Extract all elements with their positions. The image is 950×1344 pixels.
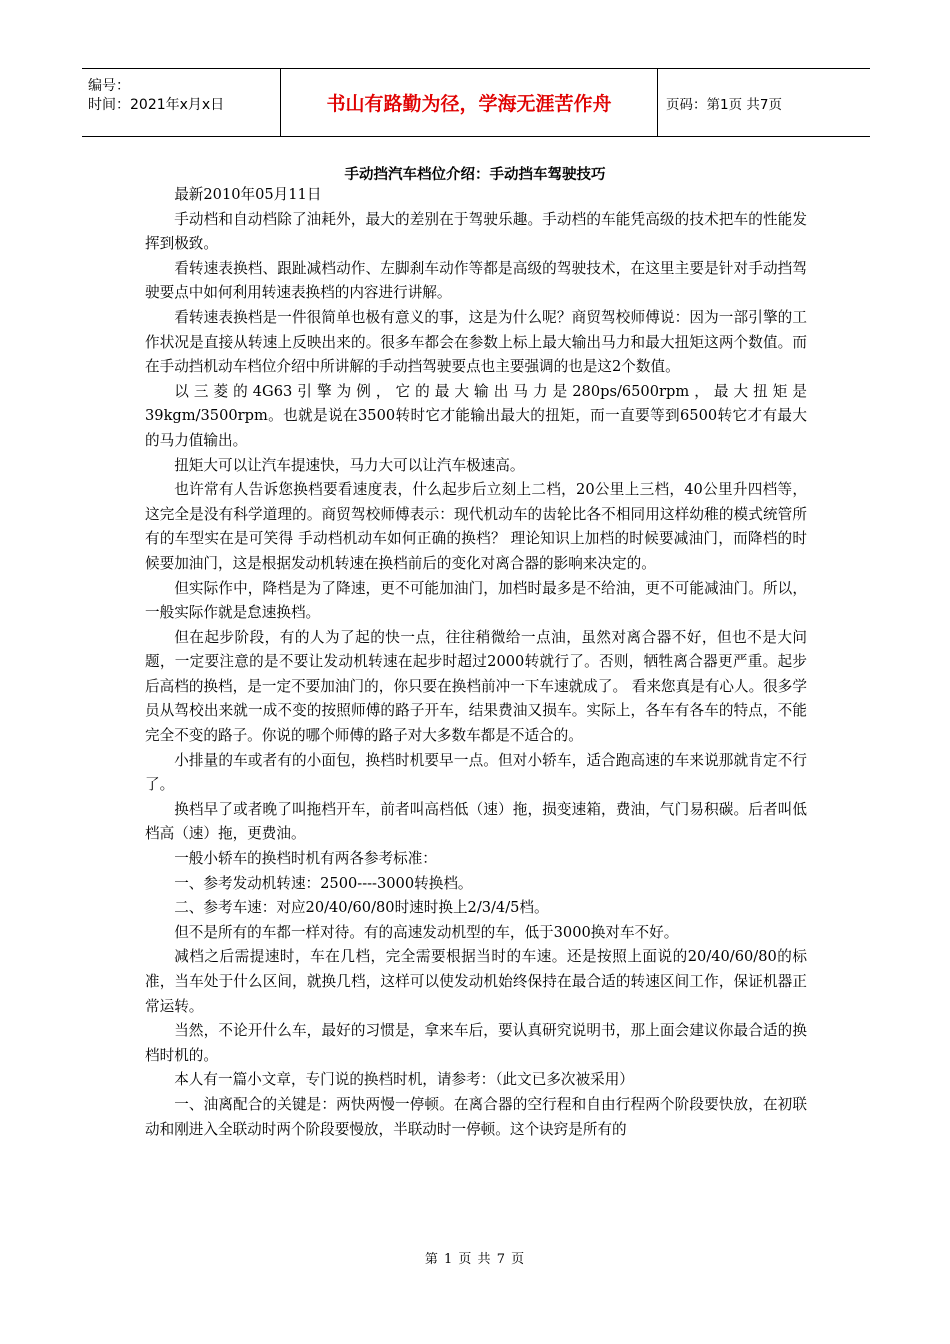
page-footer: 第 1 页 共 7 页	[424, 1252, 526, 1267]
paragraph: 当然，不论开什么车，最好的习惯是，拿来车后，要认真研究说明书，那上面会建议你最合适的换档时机的。	[145, 1022, 807, 1064]
number-label: 编号：	[88, 78, 130, 94]
paragraph: 减档之后需提速时，车在几档，完全需要根据当时的车速。还是按照上面说的20/40/60/80的标准，当车处于什么区间，就换几档，这样可以使发动机始终保持在最合适的转速区间工作，保证机器正常运转。	[145, 948, 807, 1015]
paragraph: 二、参考车速：对应20/40/60/80时速时换上2/3/4/5档。	[174, 899, 549, 917]
paragraph: 小排量的车或者有的小面包，换档时机要早一点。但对小轿车，适合跑高速的车来说那就肯定不行了。	[145, 751, 807, 794]
paragraph: 最新2010年05月11日	[174, 186, 322, 203]
header-table	[82, 68, 870, 137]
motto: 书山有路勤为径，学海无涯苦作舟	[281, 69, 658, 136]
paragraph: 但实际作中，降档是为了降速，更不可能加油门，加档时最多是不给油，更不可能减油门。所以，一般实际作就是怠速换档。	[145, 579, 807, 622]
page-label: 页码：第1页 共7页	[666, 96, 782, 113]
document-body	[145, 183, 807, 1142]
paragraph: 看转速表换档、跟趾减档动作、左脚刹车动作等都是高级的驾驶技术，在这里主要是针对手动挡驾驶要点中如何利用转速表换档的内容进行讲解。	[145, 259, 807, 302]
header-meta	[82, 69, 281, 136]
paragraph: 一、参考发动机转速：2500----3000转换档。	[174, 874, 473, 892]
paragraph: 本人有一篇小文章，专门说的换档时机，请参考：（此文已多次被采用）	[174, 1071, 634, 1089]
paragraph: 但在起步阶段，有的人为了起的快一点，往往稍微给一点油，虽然对离合器不好，但也不是大问题，一定要注意的是不要让发动机转速在起步时超过2000转就行了。否则，牺牲离合器更严重。起步后高档的换档，是一定不要加油门的，你只要在换档前冲一下车速就成了。 看来您真是有心人。很多学员从驾校出来就一成不变的按照师傅的路子开车，结果费油又损车。实际上，各车有各车的特点，不能完全不变的路子。你说的哪个师傅的路子对大多数车都是不适合的。	[145, 628, 807, 745]
paragraph: 但不是所有的车都一样对待。有的高速发动机型的车，低于3000换对车不好。	[174, 923, 679, 941]
paragraph: 一、油离配合的关键是：两快两慢一停顿。在离合器的空行程和自由行程两个阶段要快放，在初联动和刚进入全联动时两个阶段要慢放，半联动时一停顿。这个诀窍是所有的	[145, 1095, 807, 1138]
document-title: 手动挡汽车档位介绍：手动挡车驾驶技巧	[344, 167, 606, 183]
time-label: 时间：2021年x月x日	[88, 97, 225, 113]
paragraph: 手动档和自动档除了油耗外，最大的差别在于驾驶乐趣。手动档的车能凭高级的技术把车的性能发挥到极致。	[145, 210, 807, 253]
paragraph: 也许常有人告诉您换档要看速度表，什么起步后立刻上二档，20公里上三档，40公里升四档等，这完全是没有科学道理的。商贸驾校师傅表示：现代机动车的齿轮比各不相同用这样幼稚的模式统管所有的车型实在是可笑得 手动档机动车如何正确的换档？ 理论知识上加档的时候要减油门，而降档的时候要加油门，这是根据发动机转速在换档前后的变化对离合器的影响来决定的。	[145, 481, 807, 572]
paragraph: 看转速表换档是一件很简单也极有意义的事，这是为什么呢？商贸驾校师傅说：因为一部引擎的工作状况是直接从转速上反映出来的。很多车都会在参数上标上最大输出马力和最大扭矩这两个数值。而在手动挡机动车档位介绍中所讲解的手动挡驾驶要点也主要强调的也是这2个数值。	[145, 308, 807, 376]
paragraph: 一般小轿车的换档时机有两各参考标准：	[174, 850, 437, 868]
paragraph: 扭矩大可以让汽车提速快，马力大可以让汽车极速高。	[174, 456, 525, 474]
paragraph: 以三菱的4G63引擎为例，它的最大输出马力是280ps/6500rpm，最大扭矩是39kgm/3500rpm。也就是说在3500转时它才能输出最大的扭矩，而一直要等到6500转它才有最大的马力值输出。	[145, 382, 807, 449]
paragraph: 换档早了或者晚了叫拖档开车，前者叫高档低（速）拖，损变速箱，费油，气门易积碳。后者叫低档高（速）拖，更费油。	[145, 800, 807, 843]
